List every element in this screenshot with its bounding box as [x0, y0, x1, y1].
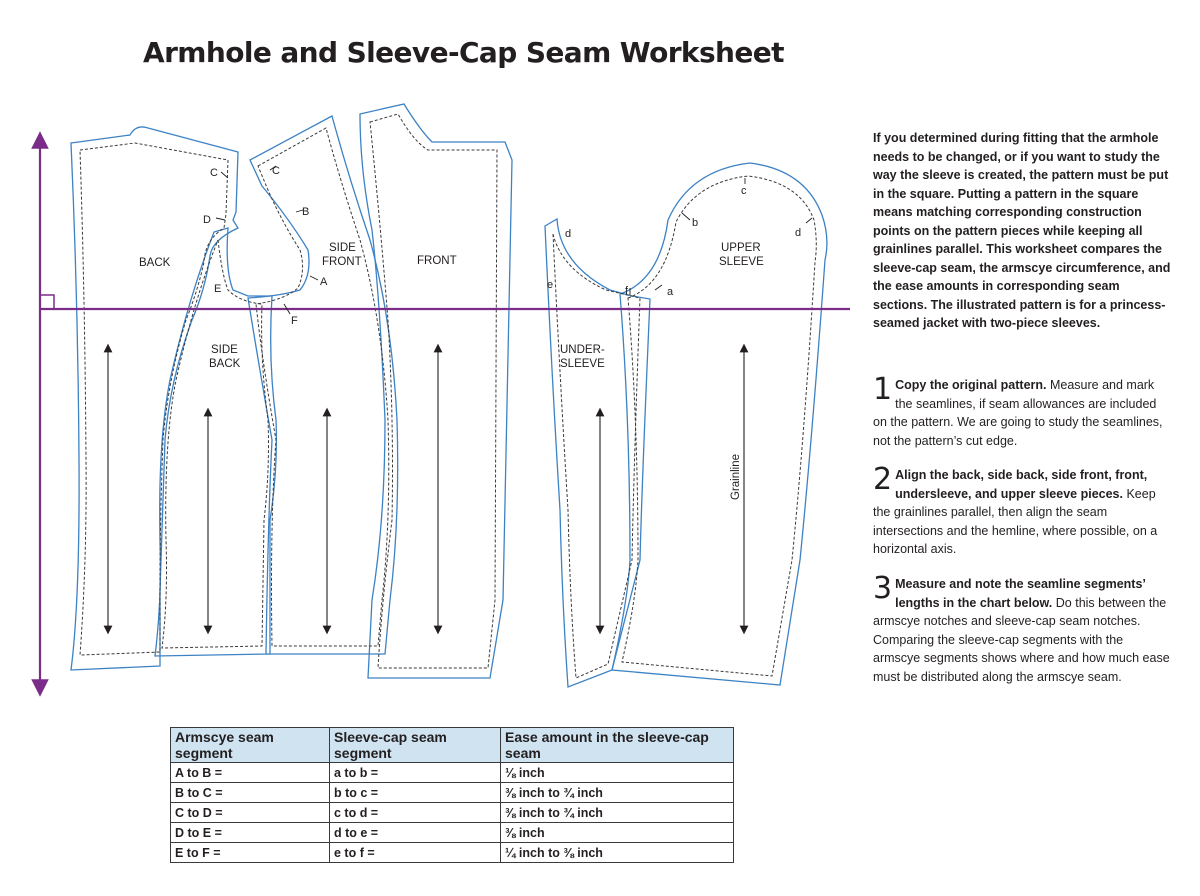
table-cell: ⅛ inch	[501, 763, 734, 783]
page-title: Armhole and Sleeve-Cap Seam Worksheet	[143, 36, 784, 69]
step-3	[873, 571, 1173, 686]
label-grainline: Grainline	[730, 453, 742, 500]
point-label-C-front: C	[272, 165, 280, 177]
step-number: 3	[873, 571, 893, 606]
table-cell: ⅜ inch to ¾ inch	[501, 803, 734, 823]
label-side-front-1: SIDE	[329, 242, 356, 254]
label-back: BACK	[139, 257, 171, 269]
step-lead: Align the back, side back, side front, front, undersleeve, and upper sleeve pieces.	[895, 468, 1148, 501]
sleeve-point-labels	[547, 185, 801, 298]
label-undersleeve-1: UNDER-	[560, 344, 605, 356]
front-piece-outline	[360, 104, 512, 678]
point-label-d-upper: d	[795, 227, 802, 239]
table-header: Sleeve-cap seam segment	[330, 728, 501, 763]
table-cell: D to E =	[171, 823, 330, 843]
undersleeve-piece-outline	[545, 219, 650, 687]
step-lead: Copy the original pattern.	[895, 378, 1047, 392]
point-label-c: c	[741, 185, 747, 197]
step-text: Do this between the armscye notches and sleeve-cap seam notches. Comparing the sleeve-cap segments with the armscye segments shows where and how much ease must be distributed along the armscye seam.	[873, 595, 1170, 684]
piece-labels	[139, 242, 764, 500]
step-2	[873, 462, 1173, 559]
table-row	[171, 823, 734, 843]
step-text: Measure and mark the seamlines, if seam allowances are included on the pattern. We are going to study the seamlines, not the pattern’s cut edge.	[873, 378, 1163, 448]
label-undersleeve-2: SLEEVE	[560, 358, 605, 370]
point-label-F: F	[291, 315, 298, 327]
table-row	[171, 783, 734, 803]
point-label-A: A	[320, 276, 328, 288]
label-front: FRONT	[417, 255, 457, 267]
point-label-a: a	[667, 286, 674, 298]
intro-paragraph: If you determined during fitting that the armhole needs to be changed, or if you want to study the way the sleeve is created, the pattern must be put in the square. Putting a pattern in the square means matching corresponding construction points on the pattern pieces while keeping all grainlines parallel. This worksheet compares the sleeve-cap seam, the armscye circumference, and the ease amounts in corresponding seam sections. The illustrated pattern is for a princess-seamed jacket with two-piece sleeves.	[873, 131, 1171, 330]
table-header: Ease amount in the sleeve-cap seam	[501, 728, 734, 763]
step-number: 2	[873, 462, 893, 497]
point-label-d-under: d	[565, 228, 572, 240]
table-row	[171, 803, 734, 823]
point-label-f: f	[625, 285, 629, 297]
table-cell: C to D =	[171, 803, 330, 823]
label-side-front-2: FRONT	[322, 256, 362, 268]
table-cell: ¼ inch to ⅜ inch	[501, 843, 734, 863]
step-1	[873, 372, 1173, 450]
table-cell: A to B =	[171, 763, 330, 783]
point-label-e: e	[547, 279, 554, 291]
table-cell: a to b =	[330, 763, 501, 783]
table-cell: ⅜ inch	[501, 823, 734, 843]
point-label-C-back: C	[210, 167, 218, 179]
table-header-row	[171, 728, 734, 763]
point-label-E: E	[214, 283, 222, 295]
table-cell: e to f =	[330, 843, 501, 863]
ease-table	[170, 727, 734, 863]
label-upper-sleeve-1: UPPER	[721, 242, 761, 254]
step-number: 1	[873, 372, 893, 407]
table-row	[171, 763, 734, 783]
point-label-b: b	[692, 217, 699, 229]
step-text: Keep the grainlines parallel, then align the seam intersections and the hemline, where possible, on a horizontal axis.	[873, 486, 1158, 556]
notch-ticks	[216, 166, 812, 314]
point-label-B: B	[302, 206, 310, 218]
pattern-outlines	[71, 104, 827, 687]
back-piece-outline	[71, 127, 238, 670]
table-header: Armscye seam segment	[171, 728, 330, 763]
table-cell: B to C =	[171, 783, 330, 803]
table-cell: c to d =	[330, 803, 501, 823]
right-angle-mark	[40, 295, 54, 309]
label-side-back-1: SIDE	[211, 344, 238, 356]
table-cell: b to c =	[330, 783, 501, 803]
step-lead: Measure and note the seamline segments’ lengths in the chart below.	[895, 577, 1146, 610]
label-side-back-2: BACK	[209, 358, 241, 370]
table-cell: E to F =	[171, 843, 330, 863]
table-row	[171, 843, 734, 863]
label-upper-sleeve-2: SLEEVE	[719, 256, 764, 268]
point-label-D: D	[203, 214, 211, 226]
table-cell: d to e =	[330, 823, 501, 843]
seamlines	[80, 114, 816, 678]
reference-axes	[40, 140, 850, 688]
grainlines	[108, 348, 744, 630]
table-cell: ⅜ inch to ¾ inch	[501, 783, 734, 803]
